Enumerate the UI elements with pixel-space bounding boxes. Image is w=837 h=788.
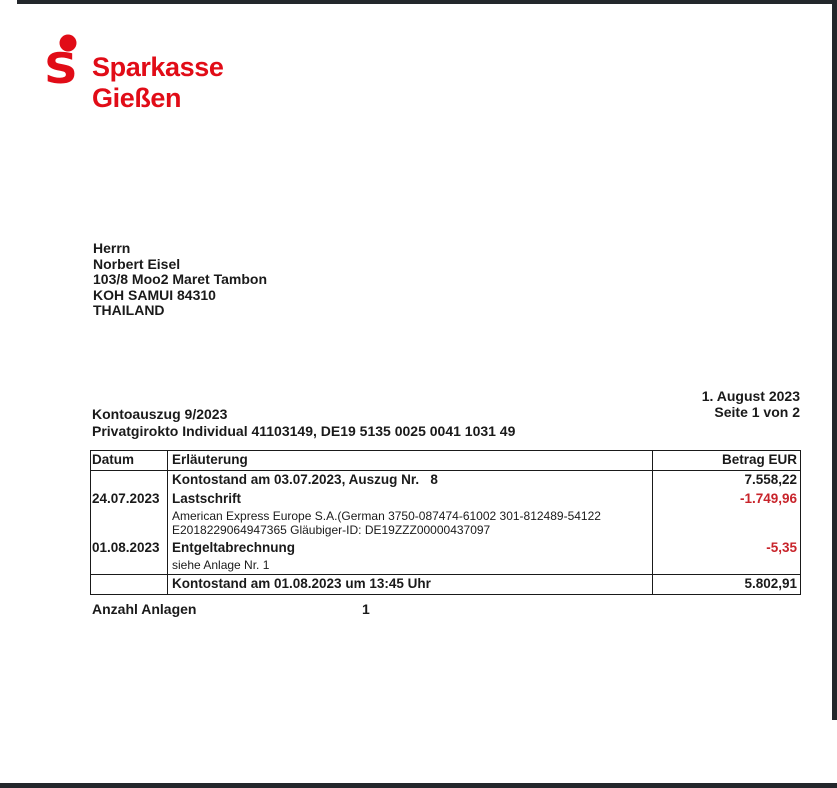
- cell-amount: [653, 558, 800, 574]
- header-date: Datum: [91, 451, 168, 470]
- table-row-detail: [91, 509, 800, 539]
- cell-amount: -1.749,96: [739, 491, 797, 506]
- statement-account-line: Privatgirokto Individual 41103149, DE19 5135 0025 0041 1031 49: [92, 422, 516, 439]
- transactions-table: [90, 450, 801, 595]
- recipient-country: THAILAND: [93, 302, 165, 319]
- detail-line: American Express Europe S.A.(German 3750-087474-61002 301-812489-54122: [172, 509, 601, 523]
- recipient-name: Norbert Eisel: [93, 255, 181, 272]
- cell-amount: [653, 509, 800, 539]
- header-description: Erläuterung: [168, 451, 653, 470]
- attachments-count: 1: [362, 601, 370, 617]
- cell-date: 01.08.2023: [91, 539, 168, 558]
- cell-description: Lastschrift: [168, 490, 653, 509]
- scan-edge-right: [832, 0, 837, 720]
- cell-description: Entgeltabrechnung: [168, 539, 653, 558]
- attachments-label: Anzahl Anlagen: [92, 601, 197, 617]
- scan-edge-bottom: [0, 783, 837, 788]
- cell-date: [91, 558, 168, 574]
- cell-date: [91, 575, 168, 594]
- brand-name: [92, 52, 224, 114]
- cell-description: Kontostand am 03.07.2023, Auszug Nr. 8: [168, 471, 653, 490]
- cell-date: [91, 471, 168, 490]
- cell-date: [91, 509, 168, 539]
- recipient-city: KOH SAMUI 84310: [93, 286, 216, 303]
- cell-detail: siehe Anlage Nr. 1: [168, 558, 653, 574]
- cell-amount: -5,35: [766, 540, 797, 555]
- table-row: [91, 471, 800, 490]
- table-row: [91, 539, 800, 558]
- table-row-detail: [91, 558, 800, 574]
- cell-description: Kontostand am 01.08.2023 um 13:45 Uhr: [168, 575, 653, 594]
- cell-amount: 5.802,91: [744, 576, 797, 591]
- page-indicator: Seite 1 von 2: [714, 403, 800, 420]
- document-meta: [702, 389, 800, 420]
- scan-edge-top: [17, 0, 837, 4]
- table-row: [91, 574, 800, 594]
- brand-name-line2: Gießen: [92, 83, 182, 113]
- header-amount: Betrag EUR: [721, 452, 797, 467]
- brand-name-line1: Sparkasse: [92, 52, 224, 82]
- detail-line: E2018229064947365 Gläubiger-ID: DE19ZZZ00000437097: [172, 522, 491, 537]
- recipient-salutation: Herrn: [93, 240, 131, 256]
- statement-title: Kontoauszug 9/2023: [92, 406, 228, 422]
- statement-heading: [92, 406, 515, 439]
- table-row: [91, 490, 800, 509]
- sparkasse-s-icon: [44, 34, 90, 88]
- statement-date: 1. August 2023: [701, 388, 800, 404]
- svg-text:S: S: [44, 44, 78, 88]
- recipient-address: [93, 241, 267, 319]
- cell-date: 24.07.2023: [91, 490, 168, 509]
- cell-detail: [168, 509, 653, 539]
- cell-amount: 7.558,22: [744, 472, 797, 487]
- recipient-street: 103/8 Moo2 Maret Tambon: [93, 271, 268, 288]
- table-header-row: [91, 451, 800, 471]
